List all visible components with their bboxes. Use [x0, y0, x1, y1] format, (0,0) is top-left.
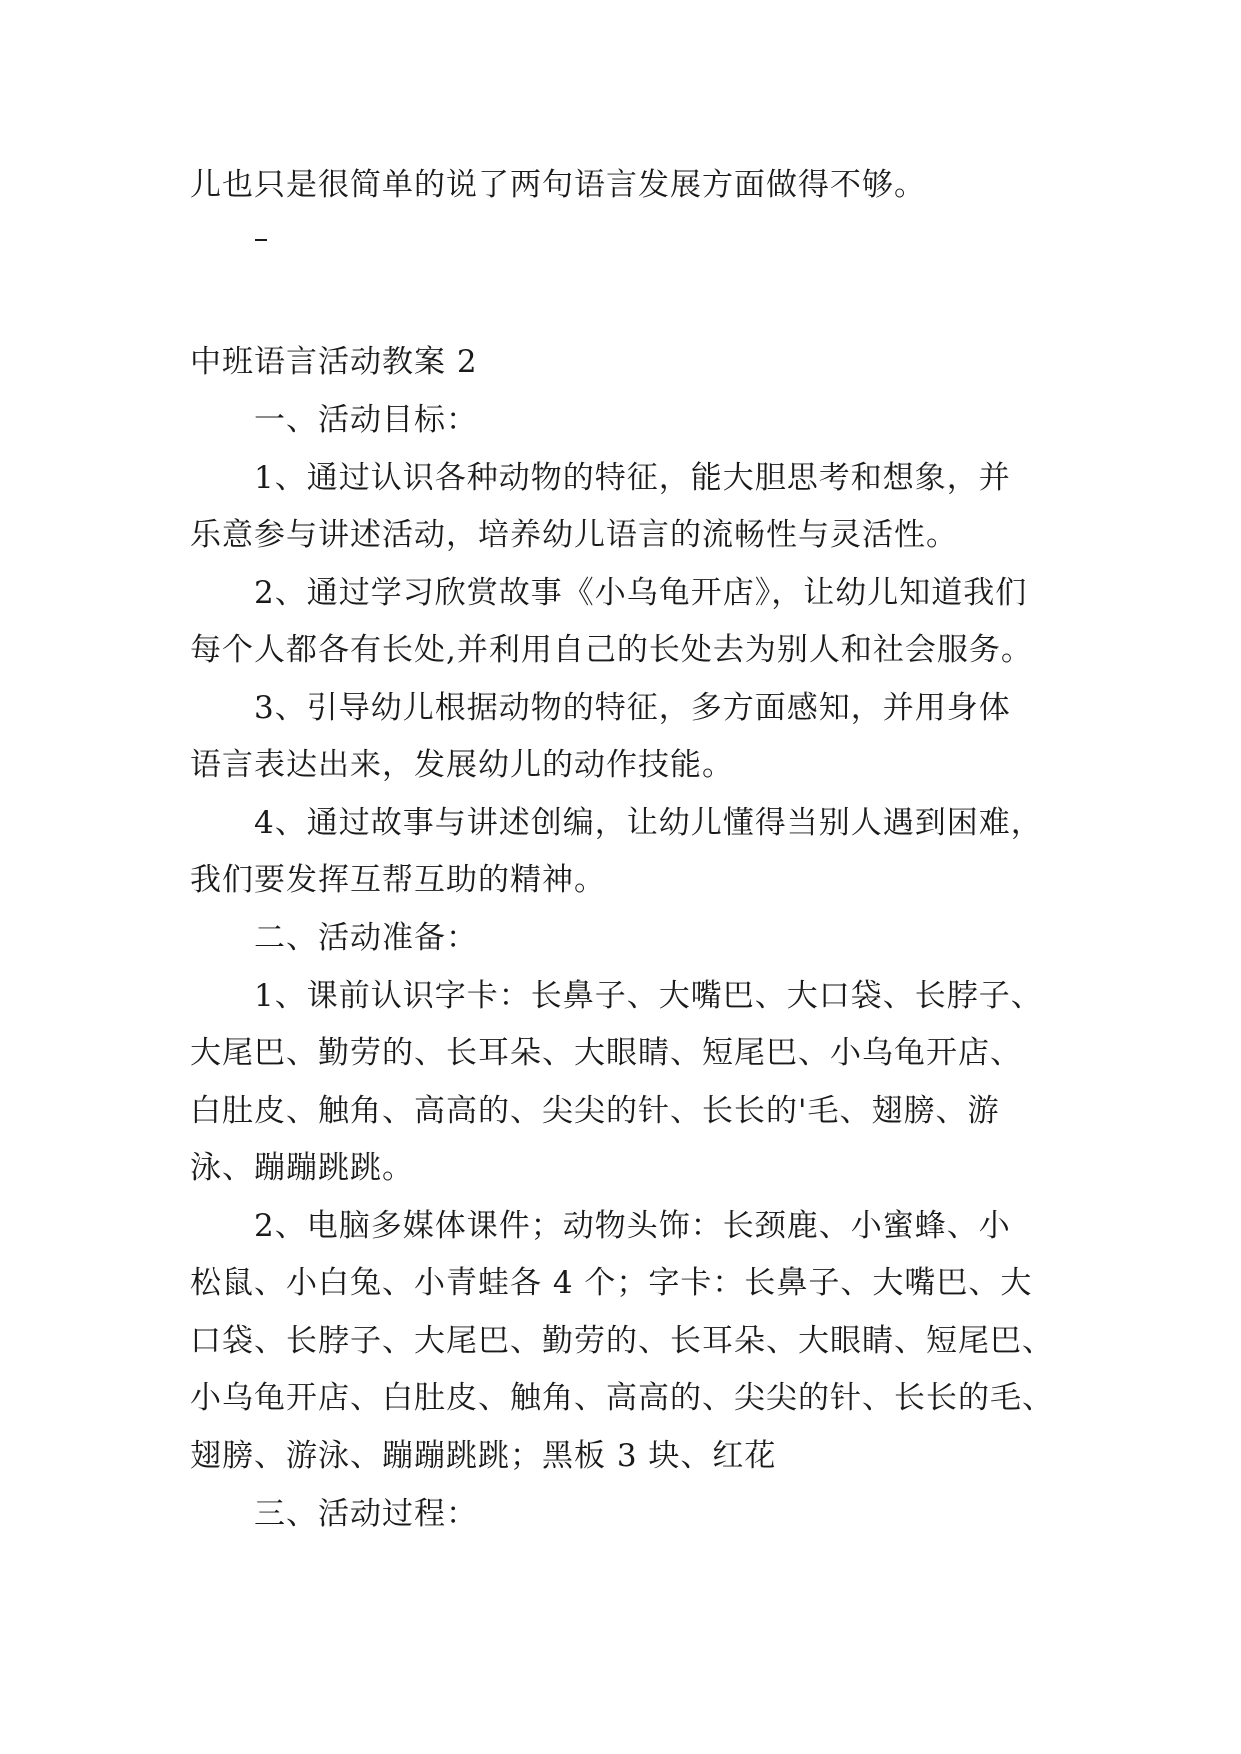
text-line: 中班语言活动教案 2	[190, 344, 478, 380]
text-line: 大尾巴、勤劳的、长耳朵、大眼睛、短尾巴、小乌龟开店、	[190, 1035, 1022, 1071]
text-line: 1、通过认识各种动物的特征，能大胆思考和想象，并	[254, 460, 1011, 496]
text-line: 泳、蹦蹦跳跳。	[190, 1150, 414, 1186]
text-line: 每个人都各有长处,并利用自己的长处去为别人和社会服务。	[190, 632, 1033, 668]
text-line: 翅膀、游泳、蹦蹦跳跳；黑板 3 块、红花	[190, 1438, 777, 1474]
text-line: 小乌龟开店、白肚皮、触角、高高的、尖尖的针、长长的毛、	[190, 1380, 1054, 1416]
text-line: 2、电脑多媒体课件；动物头饰：长颈鹿、小蜜蜂、小	[254, 1208, 1011, 1244]
text-line: 3、引导幼儿根据动物的特征，多方面感知，并用身体	[254, 690, 1011, 726]
text-line: 乐意参与讲述活动，培养幼儿语言的流畅性与灵活性。	[190, 517, 958, 553]
dash-mark	[255, 239, 267, 241]
text-line: 一、活动目标：	[254, 402, 478, 438]
text-line: 松鼠、小白兔、小青蛙各 4 个；字卡：长鼻子、大嘴巴、大	[190, 1265, 1033, 1301]
text-line: 2、通过学习欣赏故事《小乌龟开店》，让幼儿知道我们	[254, 575, 1028, 611]
text-line: 口袋、长脖子、大尾巴、勤劳的、长耳朵、大眼睛、短尾巴、	[190, 1323, 1054, 1359]
text-line: 儿也只是很简单的说了两句语言发展方面做得不够。	[190, 167, 926, 203]
text-line: 三、活动过程：	[254, 1496, 478, 1532]
text-line: 4、通过故事与讲述创编，让幼儿懂得当别人遇到困难，	[254, 805, 1043, 841]
text-line: 白肚皮、触角、高高的、尖尖的针、长长的'毛、翅膀、游	[190, 1093, 1000, 1129]
text-line: 1、课前认识字卡：长鼻子、大嘴巴、大口袋、长脖子、	[254, 978, 1043, 1014]
text-line: 我们要发挥互帮互助的精神。	[190, 862, 606, 898]
text-line: 二、活动准备：	[254, 920, 478, 956]
text-line: 语言表达出来，发展幼儿的动作技能。	[190, 747, 734, 783]
